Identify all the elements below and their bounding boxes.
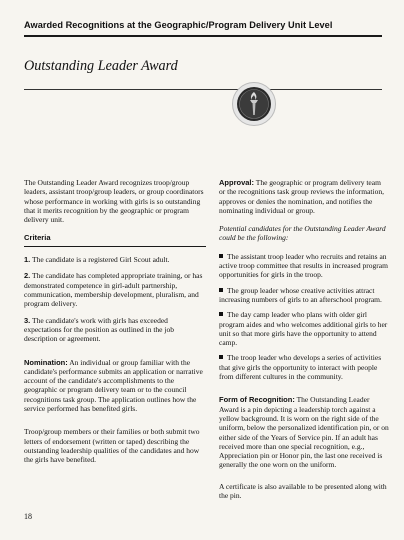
bullet-icon	[219, 312, 223, 316]
bullet-icon	[219, 288, 223, 292]
nomination-paragraph: Nomination: An individual or group familiar with the candidate's performance submits an application or narrative account of the candidate's accomplishments to the geographic or program delivery team or to the council recognitions task group. The application outlines how the service performed has benefited girls.	[24, 357, 203, 414]
criteria-rule	[24, 246, 206, 247]
approval-paragraph: Approval: The geographic or program delivery team or the recognitions task group reviews the information, approves or denies the nomination, and notifies the nominating individual or group.	[219, 178, 384, 215]
torch-emblem-icon	[232, 82, 276, 126]
bullet-icon	[219, 355, 223, 359]
header-rule	[24, 35, 382, 37]
page-number: 18	[24, 512, 32, 521]
award-title: Outstanding Leader Award	[24, 58, 178, 74]
endorsement-paragraph: Troop/group members or their families or both submit two letters of endorsement (written or taped) describing the outstanding leadership qualities of the candidates and how the girls have benefited.	[24, 427, 200, 465]
right-column	[219, 178, 389, 509]
title-rule	[24, 89, 382, 90]
left-column	[24, 178, 206, 474]
section-header: Awarded Recognitions at the Geographic/Program Delivery Unit Level	[24, 20, 333, 30]
candidates-intro: Potential candidates for the Outstanding Leader Award could be the following:	[219, 224, 386, 243]
form-of-recognition-paragraph: Form of Recognition: The Outstanding Leader Award is a pin depicting a leadership torch against a yellow background. It is worn on the right side of the uniform, below the personalized identification pin, or on either side of the Years of Service pin. If an adult has received more than one special recognition, e.g., Appreciation pin or Honor pin, the last one received is generally the one worn on the uniform.	[219, 395, 389, 470]
candidate-item: The assistant troop leader who recruits and retains an active troop committee that results in increased program opportunities for girls in the troop.	[219, 251, 388, 280]
criteria-item: 1. The candidate is a registered Girl Scout adult.	[24, 255, 170, 265]
candidate-item: The group leader whose creative activities attract increasing numbers of girls to an afterschool program.	[219, 285, 382, 304]
criteria-item: 3. The candidate's work with girls has exceeded expectations for the position as outlined in the job description or agreement.	[24, 315, 174, 344]
bullet-icon	[219, 254, 223, 258]
criteria-item: 2. The candidate has completed appropriate training, or has demonstrated competence in girl-adult partnership, communication, membership development, pluralism, and program delivery.	[24, 271, 203, 309]
criteria-heading: Criteria	[24, 233, 51, 243]
candidate-item: The troop leader who develops a series of activities that give girls the opportunity to interact with people from different cultures in the community.	[219, 353, 382, 382]
certificate-paragraph: A certificate is also available to be presented along with the pin.	[219, 481, 387, 501]
candidate-item: The day camp leader who plans with older girl program aides and who welcomes additional girls to her unit so that more girls have the opportunity to attend camp.	[219, 310, 388, 348]
intro-paragraph: The Outstanding Leader Award recognizes troop/group leaders, assistant troop/group leaders, or group coordinators whose performance in working with girls is so outstanding that it merits recognition by the geographic or program delivery unit.	[24, 178, 204, 225]
